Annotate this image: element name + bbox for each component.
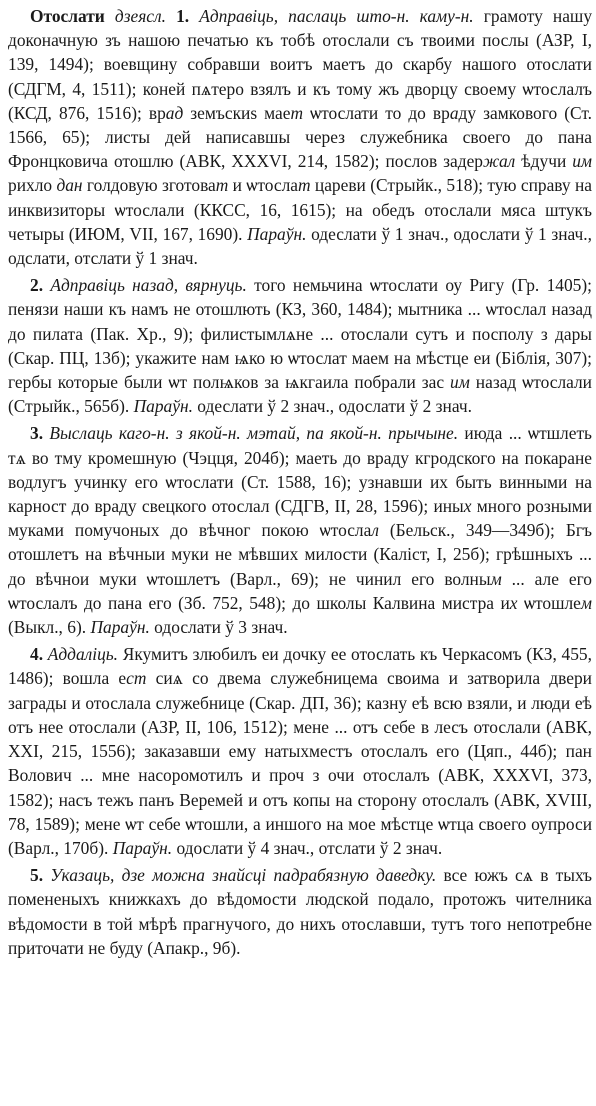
sense-number: 5. <box>30 865 44 886</box>
sense-citations: ду замкового (Ст. 1566, 65); листы дей написавшы через служебника своего до пана Фронцковича отошлю (АВК, XXXVI, 214, 1582); послов задер <box>8 102 592 172</box>
italic-fragment: ад <box>165 102 184 123</box>
sense-citations: много розными муками помучоных до вѣчног покою ѡтосла <box>8 496 593 541</box>
italic-fragment: т <box>290 102 304 123</box>
compare-references: одослати ў 3 знач. <box>154 617 288 638</box>
sense-citations: того немьчина ѡтослати оу Ригу (Гр. 1405); пенязи наши къ намъ не отошлють (КЗ, 360, 1484); мытника ... ѡтослал назад до пилата (Пак. Хр., 9); филистымлѧне ... отослали сутъ и посполу з дары (Скар. ПЦ, 13б); укажите нам ѩко ю ѡтослат маем на мѣстце еи (Біблія, 307); гербы которые были ѡт полѩков за ѩкгаила побрали зас <box>8 275 592 393</box>
sense-citations: июда ... ѡтшлеть тѧ во тму кромешную (Чэцця, 204б); маеть до враду кгродского на покаране водлугъ учинку его ѡтослати (Ст. 1588, 16); узнавши их быть винными на карност до враду свецкого отослал (СДГВ, II, 28, 1596); ины <box>8 423 592 517</box>
sense-number: 1. <box>176 6 190 26</box>
sense-citations: голдовую зготова <box>82 175 216 196</box>
sense-2 <box>8 273 592 418</box>
sense-citations: ѡтошле <box>517 592 581 613</box>
italic-fragment: х <box>463 496 472 517</box>
part-of-speech: дзеясл. <box>114 6 166 26</box>
compare-label: Параўн. <box>247 223 307 244</box>
italic-fragment: м <box>580 592 593 613</box>
headword: Отослати <box>30 6 105 26</box>
sense-citations: назад ѡтослали (Стрыйк., 565б). <box>8 372 592 417</box>
italic-fragment: ст <box>126 668 147 689</box>
sense-citations: все южъ сѧ в тыхъ помененыхъ книжкахъ до вѣдомости людской подало, протожъ чителника вѣдомости в той мѣрѣ прагнучого, до нихъ отославши, тутъ того непотребне приточати не буду (Апакр., 9б). <box>8 865 592 958</box>
sense-citations: и ѡтосла <box>228 175 298 196</box>
italic-fragment: л <box>371 520 379 541</box>
compare-references: одослати ў 4 знач., отслати ў 2 знач. <box>176 837 443 858</box>
italic-fragment: м <box>490 568 502 589</box>
sense-citations: Якумитъ злюбилъ еи дочку ее отослать къ Черкасомъ (КЗ, 455, 1486); вошла е <box>8 644 592 689</box>
sense-citations: сиѧ со двема служебницема своима и затворила двери заграды и отослала служебнице (Скар. ДП, 36); казну еѣ всю взяли, и люди еѣ отъ нее отослали (АЗР, II, 106, 1512); мене ... отъ себе в лесъ отослали (АВК, XXI, 215, 1556); заказавши ему натыхместъ отослалъ его (Цяп., 44б); пан Волович ... мне насоромотилъ и проч з очи отослалъ (АВК, XXXVI, 373, 1582); насъ тежъ панъ Веремей и отъ копы на сторону отослалъ (АВК, XVIII, 78, 1589); мене ѡт себе ѡтошли, а иншого на мое мѣстце ѡтца своего оупроси (Варл., 170б). <box>8 668 592 858</box>
italic-fragment: а <box>449 102 459 123</box>
sense-definition: Выслаць каго-н. з якой-н. мэтай, па якой-н. прычыне. <box>49 423 459 444</box>
sense-number: 3. <box>30 423 44 444</box>
compare-label: Параўн. <box>133 396 193 417</box>
sense-citations: ... але его ѡтослалъ до пана его (Зб. 752, 548); до школы Калвина мистра и <box>8 568 592 613</box>
sense-definition: Указаць, дзе можна знайсці падрабязную даведку. <box>50 865 437 886</box>
sense-number: 2. <box>30 275 44 296</box>
compare-references: одеслати ў 1 знач., одослати ў 1 знач., одслати, отслати ў 1 знач. <box>8 223 592 269</box>
italic-fragment: им <box>572 151 593 172</box>
dictionary-entry <box>8 4 592 963</box>
sense-citations: рихло <box>8 175 57 196</box>
sense-1 <box>8 4 592 270</box>
sense-definition: Адправіць назад, вярнуць. <box>50 275 247 296</box>
sense-number: 4. <box>30 644 44 665</box>
sense-citations: ѡтослати то до вр <box>303 102 450 123</box>
sense-citations: грамоту нашу доконачную зъ нашою печатью къ тобѣ отослали съ твоими послы (АЗР, I, 139, 1494); воевщину собравши воитъ маетъ до скарбу нашого отослати (СДГМ, 4, 1511); коней пѧтеро взялъ и къ тому жъ дворцу своему ѡтослалъ (КСД, 876, 1516); вр <box>8 6 593 123</box>
compare-label: Параўн. <box>112 837 173 858</box>
italic-fragment: т <box>215 175 229 196</box>
sense-5 <box>8 863 592 960</box>
italic-fragment: дан <box>56 175 83 196</box>
sense-citations: (Выкл., 6). <box>8 617 87 638</box>
italic-fragment: х <box>509 592 518 613</box>
sense-citations: (Бельск., 349—349б); Бгъ отошлетъ на вѣчныи муки не мѣвших милости (Каліст, I, 25б); грѣшныхъ ... до вѣчнои муки ѡтошлетъ (Варл., 69); не чинил его волны <box>8 520 592 589</box>
italic-fragment: т <box>297 175 311 196</box>
sense-4 <box>8 642 592 860</box>
italic-fragment: им <box>450 372 470 393</box>
sense-3 <box>8 421 592 639</box>
sense-definition: Аддаліць. <box>47 644 119 665</box>
sense-citations: цареви (Стрыйк., 518); тую справу на инквизиторы ѡтослали (ККСС, 16, 1615); на обедъ отослали мяса штукъ четыры (ИЮМ, VII, 167, 1690). <box>8 175 592 244</box>
italic-fragment: жал <box>483 151 516 172</box>
sense-citations: земъскиs мае <box>183 102 291 123</box>
compare-label: Параўн. <box>90 617 150 638</box>
sense-citations: ѣдучи <box>515 151 573 172</box>
compare-references: одеслати ў 2 знач., одослати ў 2 знач. <box>197 396 472 417</box>
sense-definition: Адправіць, паслаць што-н. каму-н. <box>199 6 474 26</box>
